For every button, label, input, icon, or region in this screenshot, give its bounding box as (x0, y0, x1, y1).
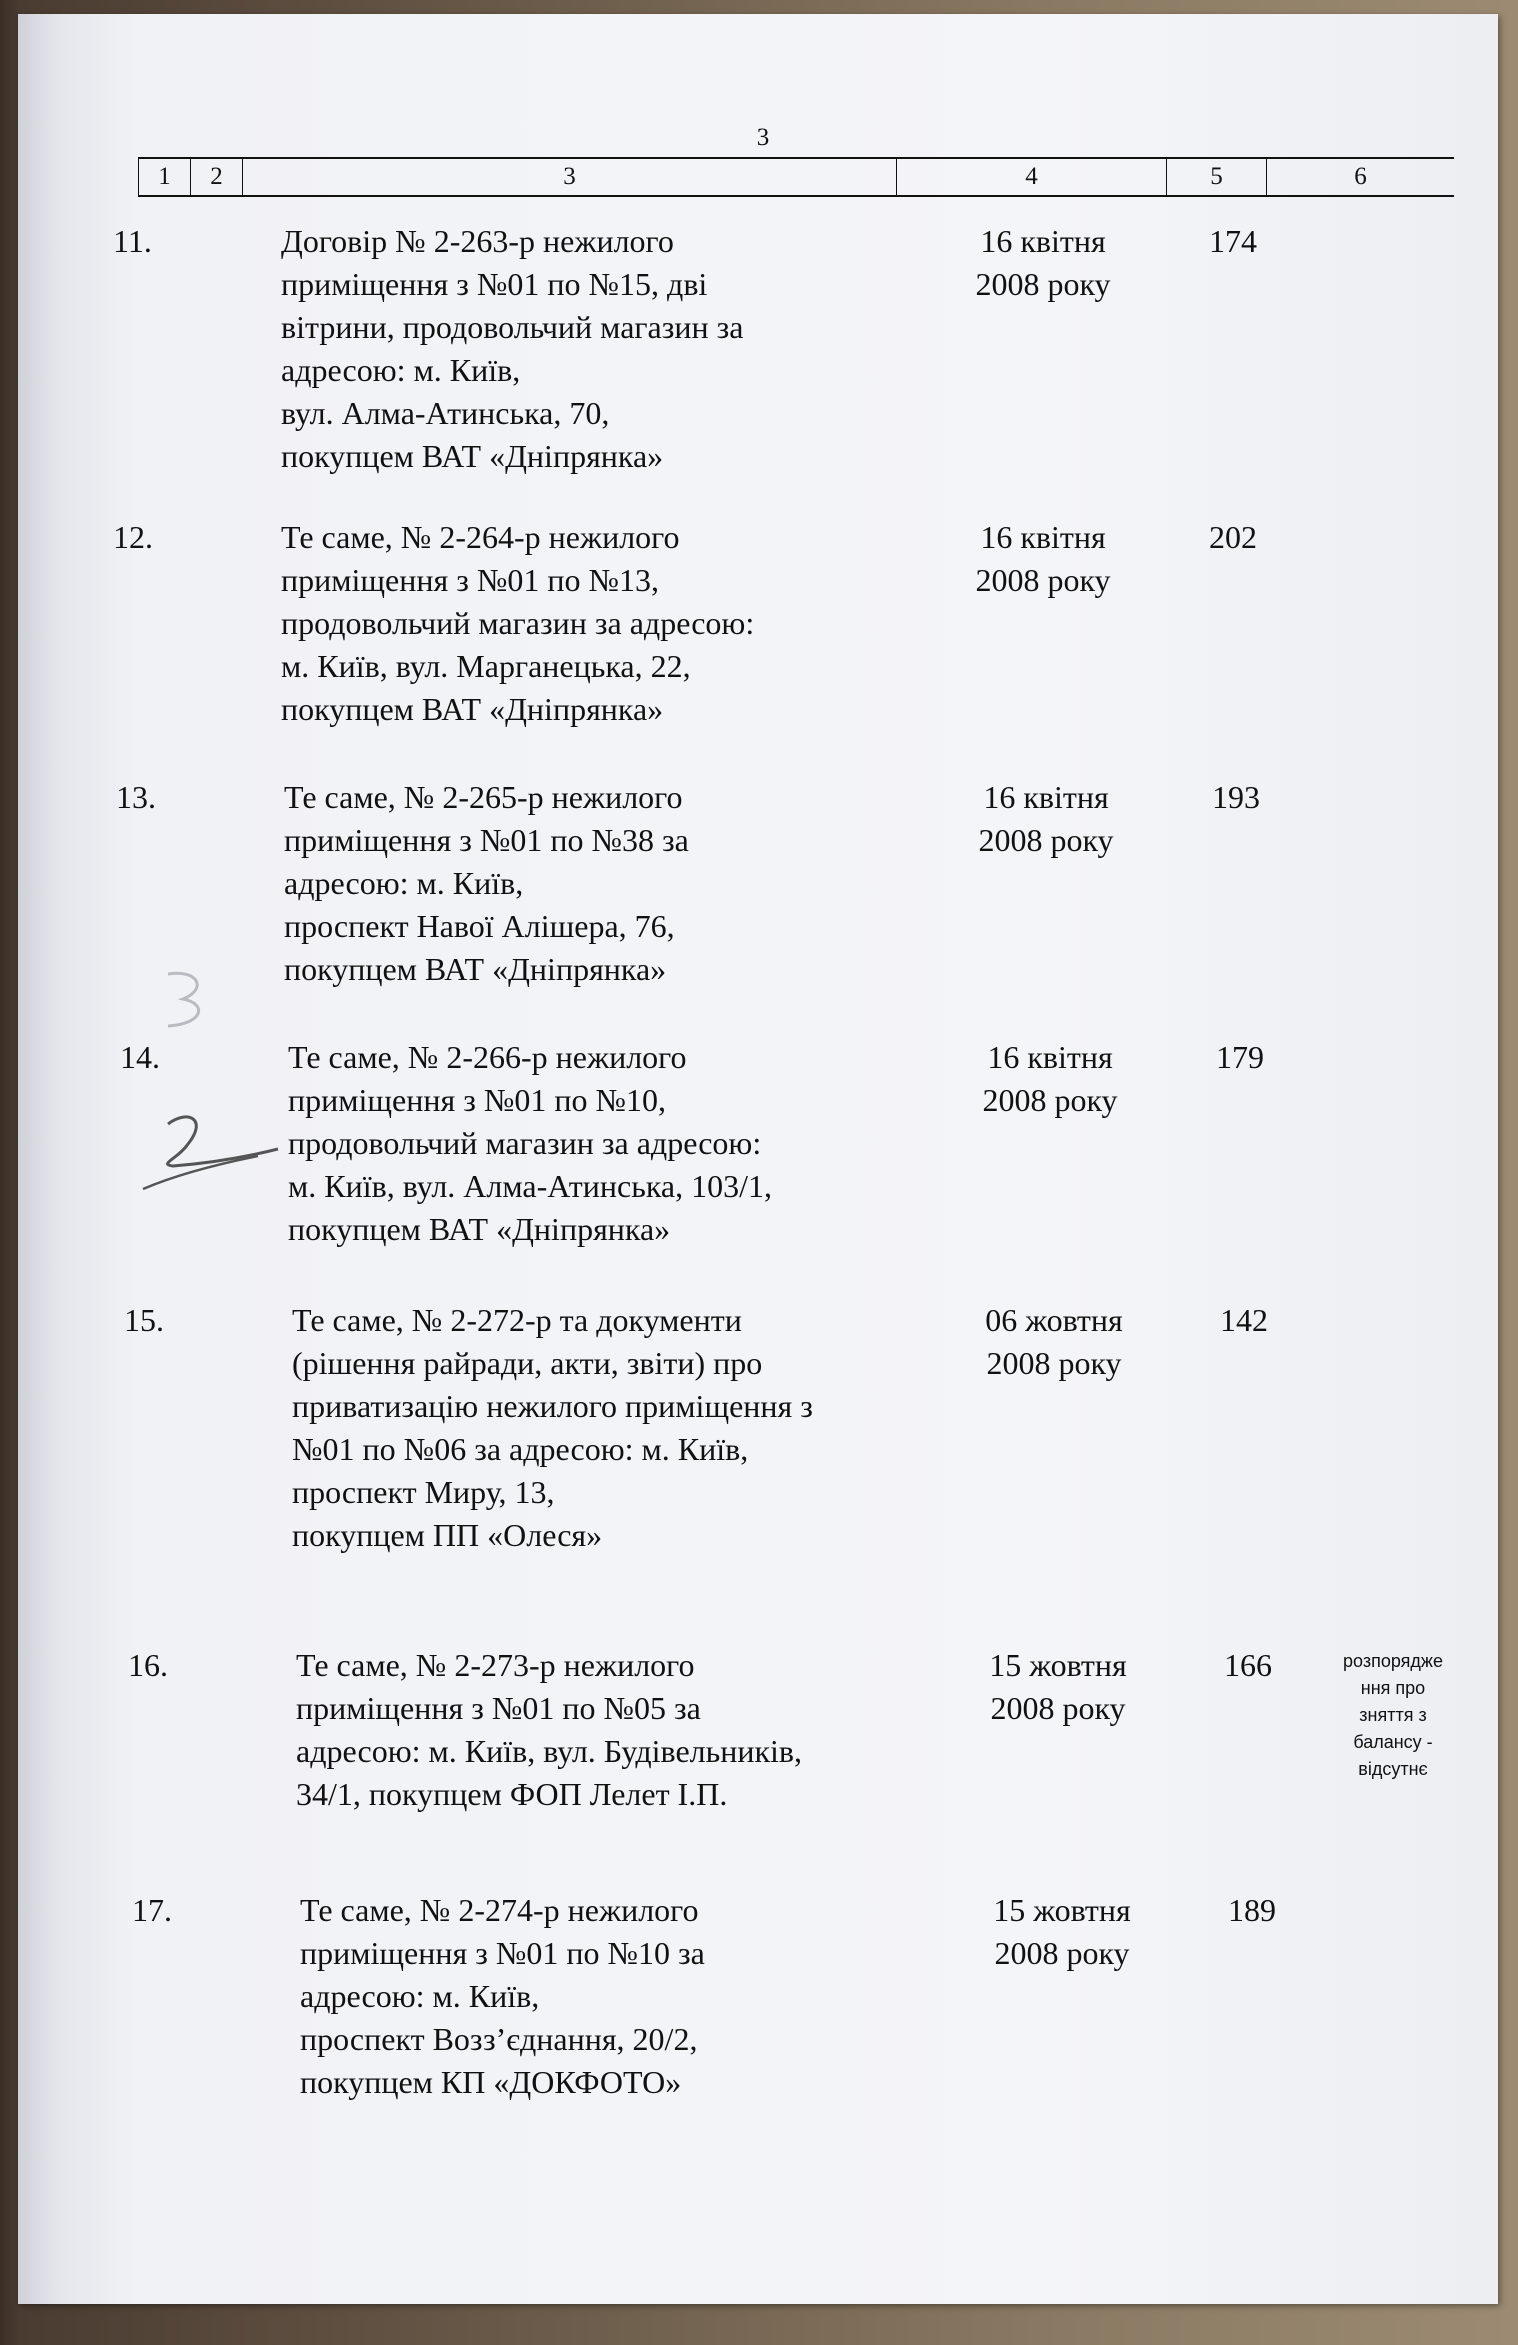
description-line: адресою: м. Київ, (284, 865, 524, 901)
row-sheet-count: 166 (1224, 1647, 1272, 1683)
description-line: Договір № 2-263-р нежилого (281, 223, 674, 259)
description-line: Те саме, № 2-272-р та документи (292, 1302, 742, 1338)
description-line: Те саме, № 2-273-р нежилого (296, 1647, 695, 1683)
description-line: Те саме, № 2-264-р нежилого (281, 519, 680, 555)
row-note (1318, 1648, 1468, 1783)
description-line: вул. Алма-Атинська, 70, (281, 395, 610, 431)
description-line: приміщення з №01 по №13, (281, 562, 660, 598)
note-line: відсутнє (1358, 1759, 1428, 1779)
row-number: 17. (132, 1892, 172, 1928)
description-line: адресою: м. Київ, (300, 1978, 540, 2014)
description-line: проспект Миру, 13, (292, 1474, 555, 1510)
description-line: приміщення з №01 по №10 за (300, 1935, 705, 1971)
handwritten-mark (128, 1104, 288, 1204)
description-line: адресою: м. Київ, (281, 352, 521, 388)
date-line: 2008 року (986, 1345, 1122, 1381)
row-description (300, 1889, 940, 2104)
row-description (296, 1644, 936, 1816)
description-line: продовольчий магазин за адресою: (288, 1125, 762, 1161)
note-line: розпорядже (1343, 1651, 1443, 1671)
description-line: 34/1, покупцем ФОП Лелет І.П. (296, 1776, 728, 1812)
row-number: 12. (113, 519, 153, 555)
row-description (281, 220, 921, 478)
description-line: покупцем КП «ДОКФОТО» (300, 2064, 682, 2100)
row-date (936, 776, 1156, 862)
description-line: Те саме, № 2-274-р нежилого (300, 1892, 699, 1928)
faint-pencil-mark (148, 964, 228, 1034)
description-line: приміщення з №01 по №10, (288, 1082, 667, 1118)
description-line: (рішення райради, акти, звіти) про (292, 1345, 763, 1381)
row-description (284, 776, 924, 991)
date-line: 2008 року (975, 562, 1111, 598)
description-line: приміщення з №01 по №05 за (296, 1690, 701, 1726)
description-line: м. Київ, вул. Алма-Атинська, 103/1, (288, 1168, 772, 1204)
column-header-3: 3 (242, 159, 896, 195)
row-sheet-count: 193 (1212, 779, 1260, 815)
row-number: 11. (113, 223, 152, 259)
column-header-5: 5 (1166, 159, 1266, 195)
row-date (933, 516, 1153, 602)
description-line: покупцем ПП «Олеся» (292, 1517, 603, 1553)
row-number: 14. (120, 1039, 160, 1075)
description-line: приміщення з №01 по №38 за (284, 822, 689, 858)
row-description (288, 1036, 928, 1251)
row-description (292, 1299, 932, 1557)
date-line: 16 квітня (980, 519, 1106, 555)
description-line: покупцем ВАТ «Дніпрянка» (288, 1211, 671, 1247)
description-line: покупцем ВАТ «Дніпрянка» (281, 691, 664, 727)
date-line: 2008 року (982, 1082, 1118, 1118)
column-header-6: 6 (1266, 159, 1454, 195)
date-line: 15 жовтня (993, 1892, 1131, 1928)
date-line: 06 жовтня (985, 1302, 1123, 1338)
row-number: 13. (116, 779, 156, 815)
column-header-2: 2 (190, 159, 242, 195)
date-line: 2008 року (978, 822, 1114, 858)
date-line: 2008 року (975, 266, 1111, 302)
row-date (948, 1644, 1168, 1730)
row-sheet-count: 179 (1216, 1039, 1264, 1075)
note-line: ння про (1360, 1678, 1426, 1698)
description-line: вітрини, продовольчий магазин за (281, 309, 744, 345)
description-line: проспект Навої Алішера, 76, (284, 908, 675, 944)
column-header-1: 1 (138, 159, 190, 195)
description-line: покупцем ВАТ «Дніпрянка» (284, 951, 667, 987)
row-sheet-count: 202 (1209, 519, 1257, 555)
date-line: 16 квітня (980, 223, 1106, 259)
document-page (18, 14, 1498, 2304)
row-date (940, 1036, 1160, 1122)
row-date (944, 1299, 1164, 1385)
row-description (281, 516, 921, 731)
description-line: продовольчий магазин за адресою: (281, 605, 755, 641)
row-number: 16. (128, 1647, 168, 1683)
description-line: проспект Возз’єднання, 20/2, (300, 2021, 698, 2057)
date-line: 2008 року (990, 1690, 1126, 1726)
date-line: 2008 року (994, 1935, 1130, 1971)
note-line: балансу - (1353, 1732, 1433, 1752)
date-line: 16 квітня (987, 1039, 1113, 1075)
page-number: 3 (756, 124, 770, 151)
column-number-header (138, 157, 1454, 197)
date-line: 15 жовтня (989, 1647, 1127, 1683)
row-sheet-count: 174 (1209, 223, 1257, 259)
description-line: м. Київ, вул. Марганецька, 22, (281, 648, 691, 684)
row-sheet-count: 189 (1228, 1892, 1276, 1928)
row-sheet-count: 142 (1220, 1302, 1268, 1338)
note-line: зняття з (1359, 1705, 1427, 1725)
row-date (952, 1889, 1172, 1975)
description-line: №01 по №06 за адресою: м. Київ, (292, 1431, 749, 1467)
column-header-4: 4 (896, 159, 1166, 195)
description-line: Те саме, № 2-266-р нежилого (288, 1039, 687, 1075)
description-line: адресою: м. Київ, вул. Будівельників, (296, 1733, 802, 1769)
description-line: покупцем ВАТ «Дніпрянка» (281, 438, 664, 474)
row-number: 15. (124, 1302, 164, 1338)
date-line: 16 квітня (983, 779, 1109, 815)
row-date (933, 220, 1153, 306)
description-line: приміщення з №01 по №15, дві (281, 266, 708, 302)
description-line: Те саме, № 2-265-р нежилого (284, 779, 683, 815)
description-line: приватизацію нежилого приміщення з (292, 1388, 813, 1424)
